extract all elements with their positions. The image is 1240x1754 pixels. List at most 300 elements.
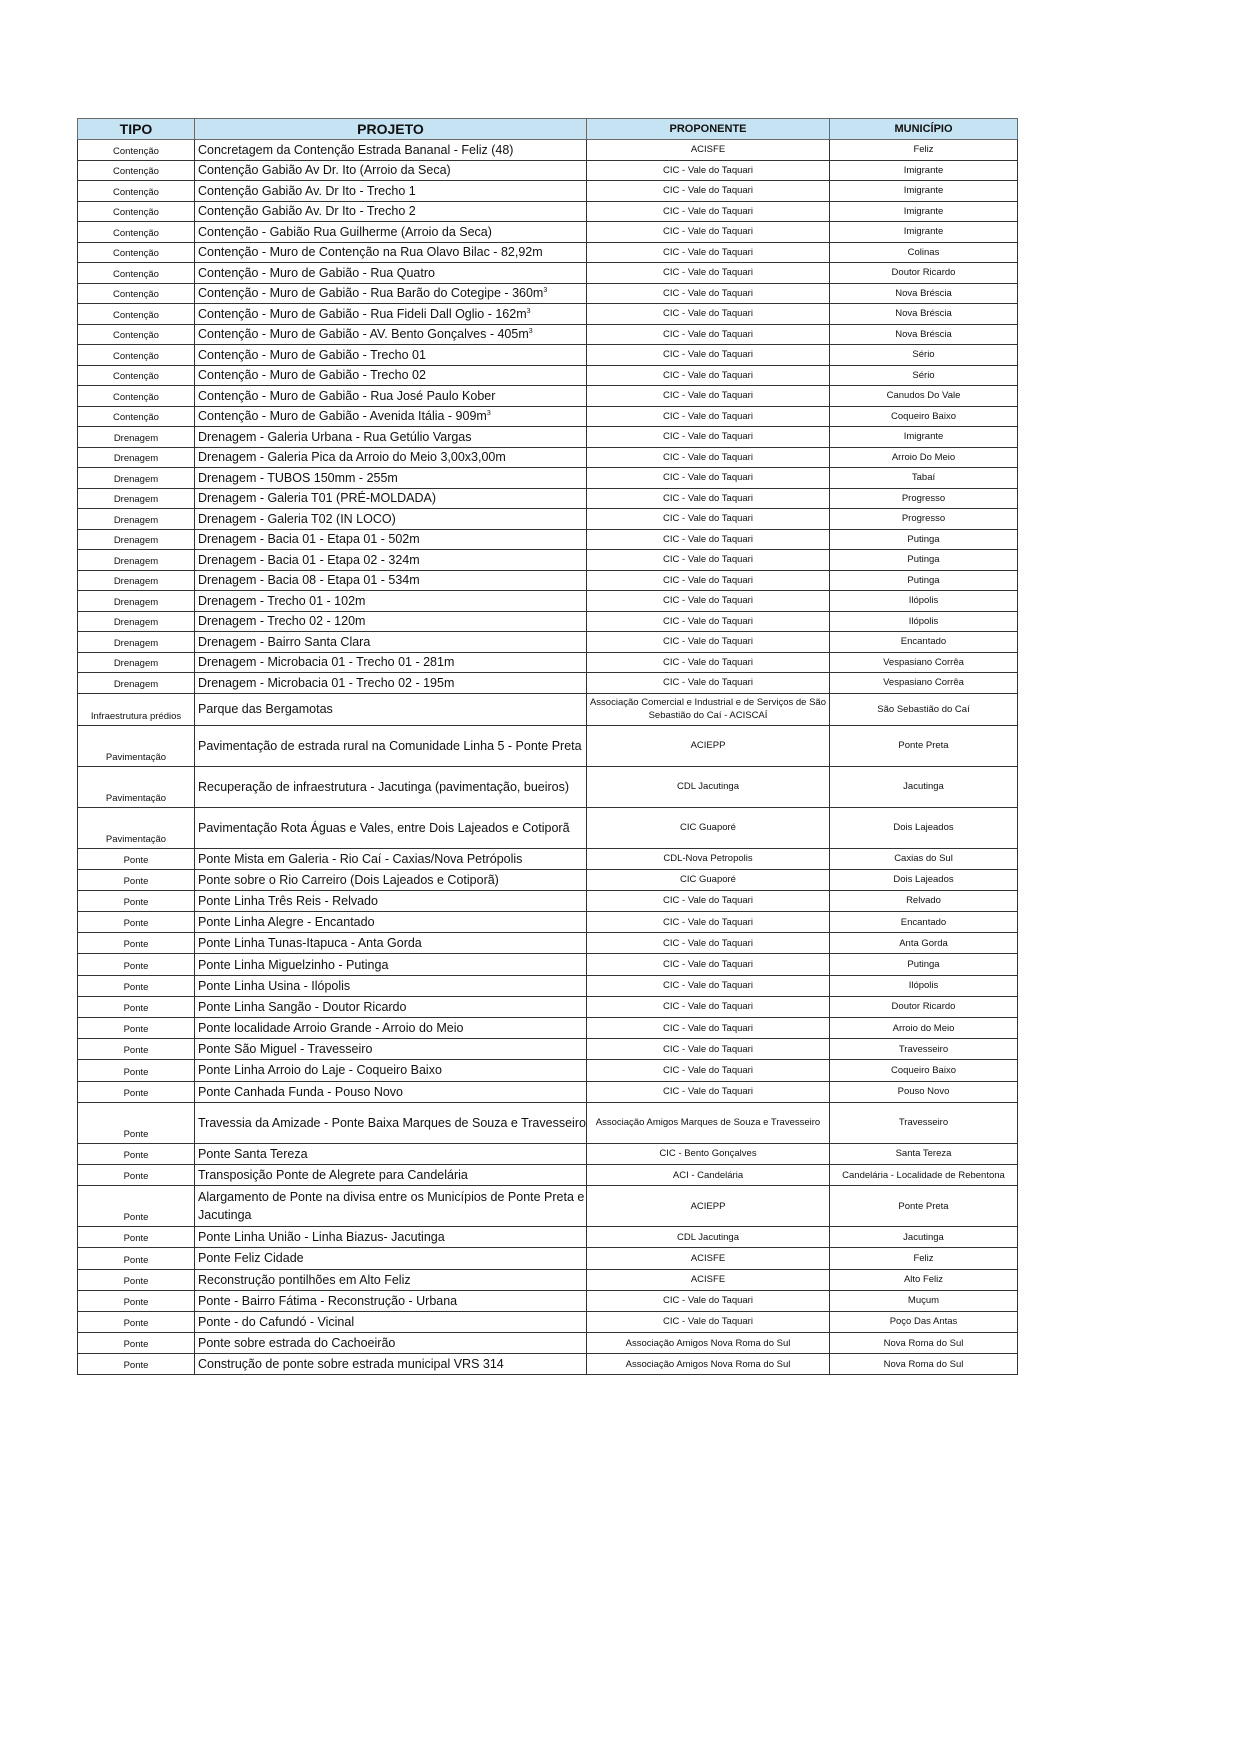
superscript-unit: 3 <box>486 410 491 418</box>
cell-projeto-text: Ponte sobre o Rio Carreiro (Dois Lajeados e Cotiporã) <box>198 872 499 887</box>
cell-municipio-text: Feliz <box>913 144 934 156</box>
cell-municipio-text: Nova Bréscia <box>895 308 952 320</box>
table-row <box>78 890 1018 911</box>
cell-proponente <box>587 1018 830 1039</box>
cell-municipio <box>830 263 1018 284</box>
cell-projeto <box>195 468 587 489</box>
cell-projeto <box>195 1102 587 1143</box>
cell-proponente-text: CIC - Vale do Taquari <box>663 308 753 320</box>
cell-proponente-text: CIC - Vale do Taquari <box>663 1295 753 1307</box>
cell-projeto <box>195 570 587 591</box>
cell-municipio <box>830 912 1018 933</box>
cell-projeto-text: Contenção - Muro de Gabião - Rua Fideli Dall Oglio - 162m <box>198 306 527 321</box>
cell-projeto <box>195 447 587 468</box>
cell-proponente <box>587 1081 830 1102</box>
cell-proponente <box>587 365 830 386</box>
table-row <box>78 201 1018 222</box>
cell-projeto-text: Contenção - Muro de Gabião - Rua José Paulo Kober <box>198 388 496 403</box>
cell-projeto <box>195 1018 587 1039</box>
cell-municipio-text: Muçum <box>907 1295 940 1307</box>
cell-municipio-text: Coqueiro Baixo <box>891 1064 956 1076</box>
cell-projeto-text: Contenção - Muro de Gabião - Trecho 01 <box>198 347 426 362</box>
cell-proponente <box>587 890 830 911</box>
cell-proponente <box>587 1311 830 1332</box>
cell-tipo-text: Ponte <box>123 1003 149 1014</box>
cell-municipio <box>830 766 1018 807</box>
cell-tipo-text: Contenção <box>113 309 159 321</box>
cell-municipio <box>830 1060 1018 1081</box>
table-row <box>78 488 1018 509</box>
cell-tipo-text: Drenagem <box>113 494 159 505</box>
cell-proponente <box>587 406 830 427</box>
cell-projeto-text: Ponte Linha Arroio do Laje - Coqueiro Baixo <box>198 1063 442 1078</box>
cell-municipio <box>830 324 1018 345</box>
cell-projeto-text: Ponte Linha Alegre - Encantado <box>198 915 375 930</box>
table-row <box>78 1102 1018 1143</box>
cell-municipio-text: Sério <box>912 349 935 361</box>
cell-tipo <box>78 933 195 954</box>
cell-proponente-text: CIC - Vale do Taquari <box>663 1064 753 1076</box>
cell-tipo-text: Pavimentação <box>105 792 167 804</box>
cell-municipio-text: Putinga <box>907 533 940 545</box>
cell-municipio <box>830 1354 1018 1375</box>
cell-proponente <box>587 1354 830 1375</box>
cell-tipo-text: Ponte <box>123 1045 149 1057</box>
cell-tipo <box>78 263 195 284</box>
cell-projeto <box>195 869 587 890</box>
cell-proponente <box>587 912 830 933</box>
cell-municipio-text: Imigrante <box>903 431 944 443</box>
cell-proponente-text: CIC - Vale do Taquari <box>663 895 753 907</box>
cell-projeto-text: Drenagem - Bairro Santa Clara <box>198 634 371 649</box>
cell-tipo <box>78 1227 195 1248</box>
table-row <box>78 550 1018 571</box>
cell-tipo <box>78 365 195 386</box>
cell-projeto-text: Drenagem - Galeria Urbana - Rua Getúlio Vargas <box>198 429 472 444</box>
cell-proponente <box>587 725 830 766</box>
cell-municipio <box>830 1081 1018 1102</box>
cell-tipo <box>78 890 195 911</box>
cell-proponente-text: Associação Amigos Nova Roma do Sul <box>625 1358 791 1370</box>
cell-tipo <box>78 1143 195 1164</box>
cell-municipio-text: Ilópolis <box>908 980 939 992</box>
cell-tipo <box>78 386 195 407</box>
cell-projeto <box>195 1039 587 1060</box>
cell-projeto-text: Concretagem da Contenção Estrada Bananal - Feliz (48) <box>198 142 514 157</box>
cell-tipo <box>78 345 195 366</box>
cell-tipo <box>78 529 195 550</box>
cell-proponente <box>587 140 830 161</box>
cell-municipio <box>830 632 1018 653</box>
cell-projeto-text: Ponte Linha Tunas-Itapuca - Anta Gorda <box>198 936 422 951</box>
cell-projeto-text: Drenagem - Galeria T02 (IN LOCO) <box>198 511 396 526</box>
cell-projeto <box>195 345 587 366</box>
cell-projeto-text: Ponte localidade Arroio Grande - Arroio do Meio <box>198 1021 464 1036</box>
cell-municipio-text: Putinga <box>907 554 940 566</box>
table-row <box>78 140 1018 161</box>
cell-projeto-text: Parque das Bergamotas <box>198 702 333 716</box>
cell-projeto <box>195 632 587 653</box>
cell-municipio <box>830 1039 1018 1060</box>
cell-tipo <box>78 869 195 890</box>
cell-tipo-text: Contenção <box>113 289 159 300</box>
cell-proponente <box>587 529 830 550</box>
cell-municipio <box>830 975 1018 996</box>
cell-tipo-text: Drenagem <box>113 678 159 690</box>
cell-municipio-text: Encantado <box>900 916 947 928</box>
cell-proponente <box>587 181 830 202</box>
table-row <box>78 652 1018 673</box>
cell-municipio-text: Imigrante <box>903 205 944 217</box>
cell-projeto-text: Contenção - Muro de Contenção na Rua Olavo Bilac - 82,92m <box>198 245 543 260</box>
cell-tipo-text: Drenagem <box>113 617 159 628</box>
cell-projeto <box>195 324 587 345</box>
cell-municipio <box>830 652 1018 673</box>
cell-proponente-text: CIC - Vale do Taquari <box>663 1001 753 1013</box>
cell-projeto-text: Ponte Linha Usina - Ilópolis <box>198 978 351 993</box>
cell-municipio <box>830 509 1018 530</box>
cell-projeto <box>195 263 587 284</box>
cell-proponente-text: ACIEPP <box>690 740 726 751</box>
cell-municipio <box>830 591 1018 612</box>
cell-tipo <box>78 1018 195 1039</box>
cell-municipio-text: Arroio Do Meio <box>891 451 956 463</box>
cell-projeto-text: Drenagem - Bacia 01 - Etapa 02 - 324m <box>198 552 420 567</box>
cell-projeto-text: Transposição Ponte de Alegrete para Candelária <box>198 1168 468 1183</box>
cell-tipo <box>78 848 195 869</box>
cell-projeto-text: Drenagem - TUBOS 150mm - 255m <box>198 470 398 485</box>
cell-projeto <box>195 1227 587 1248</box>
cell-municipio-text: Travesseiro <box>898 1043 949 1055</box>
cell-proponente <box>587 345 830 366</box>
cell-projeto-text: Contenção Gabião Av. Dr Ito - Trecho 1 <box>198 183 416 198</box>
cell-municipio-text: Imigrante <box>903 185 944 197</box>
table-row <box>78 975 1018 996</box>
table-row <box>78 1186 1018 1227</box>
cell-tipo-text: Contenção <box>113 166 159 177</box>
cell-projeto <box>195 693 587 725</box>
cell-proponente-text: CIC - Vale do Taquari <box>663 390 753 402</box>
cell-projeto <box>195 283 587 304</box>
cell-municipio-text: Vespasiano Corrêa <box>883 656 964 668</box>
cell-proponente <box>587 324 830 345</box>
cell-municipio <box>830 1102 1018 1143</box>
cell-tipo-text: Contenção <box>113 330 159 341</box>
cell-tipo <box>78 201 195 222</box>
cell-tipo <box>78 725 195 766</box>
table-row <box>78 912 1018 933</box>
table-row <box>78 242 1018 263</box>
cell-proponente <box>587 1060 830 1081</box>
cell-municipio <box>830 954 1018 975</box>
cell-tipo <box>78 632 195 653</box>
header-projeto: PROJETO <box>195 119 587 140</box>
cell-projeto-text: Ponte - Bairro Fátima - Reconstrução - Urbana <box>198 1293 458 1308</box>
cell-municipio-text: Progresso <box>901 492 946 504</box>
cell-tipo-text: Ponte <box>123 960 149 972</box>
cell-municipio-text: Tabaí <box>911 472 936 484</box>
cell-proponente <box>587 488 830 509</box>
cell-projeto-text: Ponte Santa Tereza <box>198 1146 308 1161</box>
cell-tipo-text: Drenagem <box>113 555 159 567</box>
cell-proponente <box>587 1039 830 1060</box>
cell-tipo <box>78 975 195 996</box>
cell-projeto-text: Ponte Feliz Cidade <box>198 1251 304 1266</box>
cell-projeto-text: Contenção - Muro de Gabião - Avenida Itália - 909m <box>198 409 487 424</box>
cell-projeto <box>195 1333 587 1354</box>
cell-proponente <box>587 807 830 848</box>
cell-municipio-text: Imigrante <box>903 164 944 176</box>
table-row <box>78 365 1018 386</box>
cell-municipio-text: Colinas <box>907 246 940 258</box>
cell-tipo <box>78 611 195 632</box>
cell-tipo-text: Ponte <box>123 897 149 909</box>
cell-municipio <box>830 725 1018 766</box>
cell-projeto-text: Contenção - Muro de Gabião - Rua Barão do Cotegipe - 360m <box>198 286 544 301</box>
table-row <box>78 1018 1018 1039</box>
table-row <box>78 869 1018 890</box>
cell-projeto <box>195 1081 587 1102</box>
cell-tipo <box>78 693 195 725</box>
cell-proponente-text: ACISFE <box>690 1252 726 1264</box>
cell-tipo <box>78 1102 195 1143</box>
cell-tipo-text: Contenção <box>113 391 159 403</box>
cell-municipio <box>830 447 1018 468</box>
cell-proponente-text: CIC - Vale do Taquari <box>663 492 753 504</box>
cell-projeto-text: Ponte Linha Três Reis - Relvado <box>198 893 378 908</box>
cell-municipio-text: Arroio do Meio <box>892 1022 955 1034</box>
cell-municipio-text: Nova Bréscia <box>895 287 952 299</box>
cell-projeto-text: Pavimentação Rota Águas e Vales, entre Dois Lajeados e Cotiporã <box>198 820 570 835</box>
cell-projeto <box>195 222 587 243</box>
table-row <box>78 304 1018 325</box>
cell-proponente <box>587 263 830 284</box>
cell-projeto <box>195 1354 587 1375</box>
cell-proponente-text: ACISFE <box>690 144 726 156</box>
table-row <box>78 222 1018 243</box>
cell-tipo-text: Drenagem <box>113 514 159 526</box>
table-row <box>78 1164 1018 1185</box>
cell-municipio <box>830 1248 1018 1269</box>
cell-municipio-text: Anta Gorda <box>899 937 948 949</box>
table-row <box>78 386 1018 407</box>
cell-tipo <box>78 766 195 807</box>
table-row <box>78 283 1018 304</box>
cell-projeto-text: Ponte sobre estrada do Cachoeirão <box>198 1336 396 1351</box>
cell-projeto <box>195 242 587 263</box>
cell-projeto <box>195 954 587 975</box>
cell-projeto <box>195 160 587 181</box>
cell-municipio <box>830 1186 1018 1227</box>
cell-proponente-text: CIC - Vale do Taquari <box>663 656 753 668</box>
cell-tipo-text: Ponte <box>123 1212 149 1224</box>
cell-projeto <box>195 550 587 571</box>
cell-projeto-text: Construção de ponte sobre estrada municipal VRS 314 <box>198 1357 504 1372</box>
cell-tipo-text: Drenagem <box>113 596 159 608</box>
cell-tipo <box>78 447 195 468</box>
cell-municipio <box>830 283 1018 304</box>
cell-projeto-text: Ponte Linha Sangão - Doutor Ricardo <box>198 999 407 1014</box>
cell-tipo <box>78 807 195 848</box>
cell-municipio-text: Dois Lajeados <box>893 874 954 886</box>
cell-municipio <box>830 807 1018 848</box>
cell-proponente <box>587 1333 830 1354</box>
cell-projeto-text: Ponte Linha Miguelzinho - Putinga <box>198 957 389 972</box>
cell-proponente <box>587 611 830 632</box>
cell-proponente-text: CIC - Vale do Taquari <box>663 369 753 381</box>
table-row <box>78 509 1018 530</box>
cell-proponente-text: CIC - Vale do Taquari <box>663 164 753 176</box>
cell-proponente-text: CIC - Vale do Taquari <box>663 916 753 928</box>
cell-tipo-text: Contenção <box>113 186 159 198</box>
cell-proponente <box>587 427 830 448</box>
cell-proponente-text: CIC - Vale do Taquari <box>663 328 753 340</box>
cell-proponente <box>587 869 830 890</box>
cell-municipio-text: Nova Roma do Sul <box>883 1337 964 1349</box>
cell-tipo <box>78 427 195 448</box>
table-row <box>78 406 1018 427</box>
table-row <box>78 1143 1018 1164</box>
cell-tipo-text: Pavimentação <box>105 751 167 763</box>
cell-municipio <box>830 201 1018 222</box>
cell-projeto-text: Contenção - Muro de Gabião - Rua Quatro <box>198 265 435 280</box>
table-row <box>78 632 1018 653</box>
header-municipio: MUNICÍPIO <box>830 119 1018 140</box>
cell-proponente-text: CIC - Vale do Taquari <box>663 615 753 627</box>
cell-tipo <box>78 1060 195 1081</box>
cell-proponente <box>587 1102 830 1143</box>
cell-municipio-text: Vespasiano Corrêa <box>883 677 964 689</box>
cell-projeto <box>195 1290 587 1311</box>
cell-tipo <box>78 570 195 591</box>
cell-tipo <box>78 673 195 694</box>
cell-municipio <box>830 140 1018 161</box>
table-row <box>78 954 1018 975</box>
cell-projeto <box>195 933 587 954</box>
cell-municipio-text: Putinga <box>907 574 940 586</box>
cell-tipo-text: Ponte <box>123 1254 149 1266</box>
cell-proponente-text: CIC - Vale do Taquari <box>663 185 753 197</box>
cell-proponente-text: CIC - Vale do Taquari <box>663 287 753 299</box>
cell-proponente-text: CIC - Vale do Taquari <box>663 513 753 525</box>
cell-proponente <box>587 673 830 694</box>
cell-tipo-text: Ponte <box>123 1171 149 1183</box>
cell-municipio-text: Canudos Do Vale <box>886 390 961 402</box>
cell-municipio-text: Ponte Preta <box>898 1200 949 1212</box>
cell-proponente <box>587 766 830 807</box>
cell-municipio-text: Alto Feliz <box>903 1274 944 1286</box>
cell-municipio <box>830 611 1018 632</box>
cell-proponente-text: CIC - Vale do Taquari <box>663 267 753 279</box>
cell-proponente-text: CDL Jacutinga <box>677 781 739 792</box>
cell-tipo <box>78 1354 195 1375</box>
superscript-unit: 3 <box>528 328 533 336</box>
cell-proponente <box>587 975 830 996</box>
projects-table <box>77 118 1018 1375</box>
cell-proponente <box>587 1269 830 1290</box>
cell-tipo <box>78 242 195 263</box>
cell-proponente <box>587 996 830 1017</box>
cell-proponente-text: ACI - Candelária <box>672 1169 744 1181</box>
cell-proponente-text: Associação Amigos Nova Roma do Sul <box>625 1337 791 1349</box>
cell-projeto-text: Drenagem - Galeria T01 (PRÉ-MOLDADA) <box>198 491 437 506</box>
cell-municipio <box>830 693 1018 725</box>
cell-projeto <box>195 848 587 869</box>
cell-tipo <box>78 160 195 181</box>
cell-projeto <box>195 1269 587 1290</box>
cell-proponente <box>587 468 830 489</box>
table-row <box>78 1060 1018 1081</box>
cell-projeto <box>195 890 587 911</box>
cell-proponente-text: CIC - Vale do Taquari <box>663 554 753 566</box>
cell-proponente <box>587 933 830 954</box>
table-row <box>78 529 1018 550</box>
cell-proponente-text: CIC - Vale do Taquari <box>663 451 753 463</box>
cell-municipio <box>830 1290 1018 1311</box>
table-row <box>78 807 1018 848</box>
cell-proponente <box>587 304 830 325</box>
cell-proponente-text: CIC - Vale do Taquari <box>663 1316 753 1328</box>
cell-municipio <box>830 488 1018 509</box>
cell-municipio-text: Ilópolis <box>908 595 939 607</box>
cell-projeto <box>195 1164 587 1185</box>
cell-municipio-text: Relvado <box>906 895 941 907</box>
cell-municipio-text: Dois Lajeados <box>893 822 954 833</box>
cell-tipo <box>78 652 195 673</box>
cell-projeto-text: Drenagem - Microbacia 01 - Trecho 01 - 281m <box>198 655 455 670</box>
cell-projeto-text: Drenagem - Bacia 08 - Etapa 01 - 534m <box>198 573 420 588</box>
cell-municipio-text: Travesseiro <box>898 1117 949 1129</box>
cell-projeto-text: Contenção - Muro de Gabião - Trecho 02 <box>198 368 426 383</box>
cell-municipio-text: Sério <box>912 369 935 381</box>
cell-projeto-text: Alargamento de Ponte na divisa entre os Municípios de Ponte Preta e Jacutinga <box>198 1190 585 1223</box>
cell-municipio <box>830 222 1018 243</box>
cell-projeto-text: Recuperação de infraestrutura - Jacutinga (pavimentação, bueiros) <box>198 779 570 794</box>
cell-tipo-text: Ponte <box>123 854 149 866</box>
cell-projeto <box>195 1143 587 1164</box>
table-row <box>78 345 1018 366</box>
cell-tipo-text: Infraestrutura prédios <box>90 710 182 722</box>
cell-proponente <box>587 1164 830 1185</box>
table-row <box>78 263 1018 284</box>
cell-projeto <box>195 386 587 407</box>
cell-proponente-text: CIC - Vale do Taquari <box>663 431 753 443</box>
cell-projeto <box>195 766 587 807</box>
cell-proponente <box>587 550 830 571</box>
cell-municipio <box>830 386 1018 407</box>
table-row <box>78 611 1018 632</box>
table-row <box>78 1354 1018 1375</box>
cell-projeto-text: Ponte Canhada Funda - Pouso Novo <box>198 1084 403 1099</box>
cell-municipio <box>830 1164 1018 1185</box>
cell-municipio <box>830 933 1018 954</box>
cell-tipo <box>78 1248 195 1269</box>
cell-municipio-text: São Sebastião do Caí <box>877 703 970 715</box>
cell-proponente-text: Associação Comercial e Industrial e de Serviços de São Sebastião do Caí - ACISCAÍ <box>589 697 827 721</box>
cell-tipo <box>78 304 195 325</box>
cell-proponente <box>587 509 830 530</box>
cell-municipio-text: Ponte Preta <box>898 740 949 751</box>
cell-proponente-text: CIC - Vale do Taquari <box>663 246 753 258</box>
table-row <box>78 848 1018 869</box>
cell-municipio <box>830 365 1018 386</box>
cell-tipo-text: Contenção <box>113 268 159 280</box>
table-row <box>78 1333 1018 1354</box>
table-row <box>78 996 1018 1017</box>
cell-municipio <box>830 242 1018 263</box>
cell-tipo-text: Ponte <box>123 1024 149 1036</box>
cell-projeto <box>195 406 587 427</box>
